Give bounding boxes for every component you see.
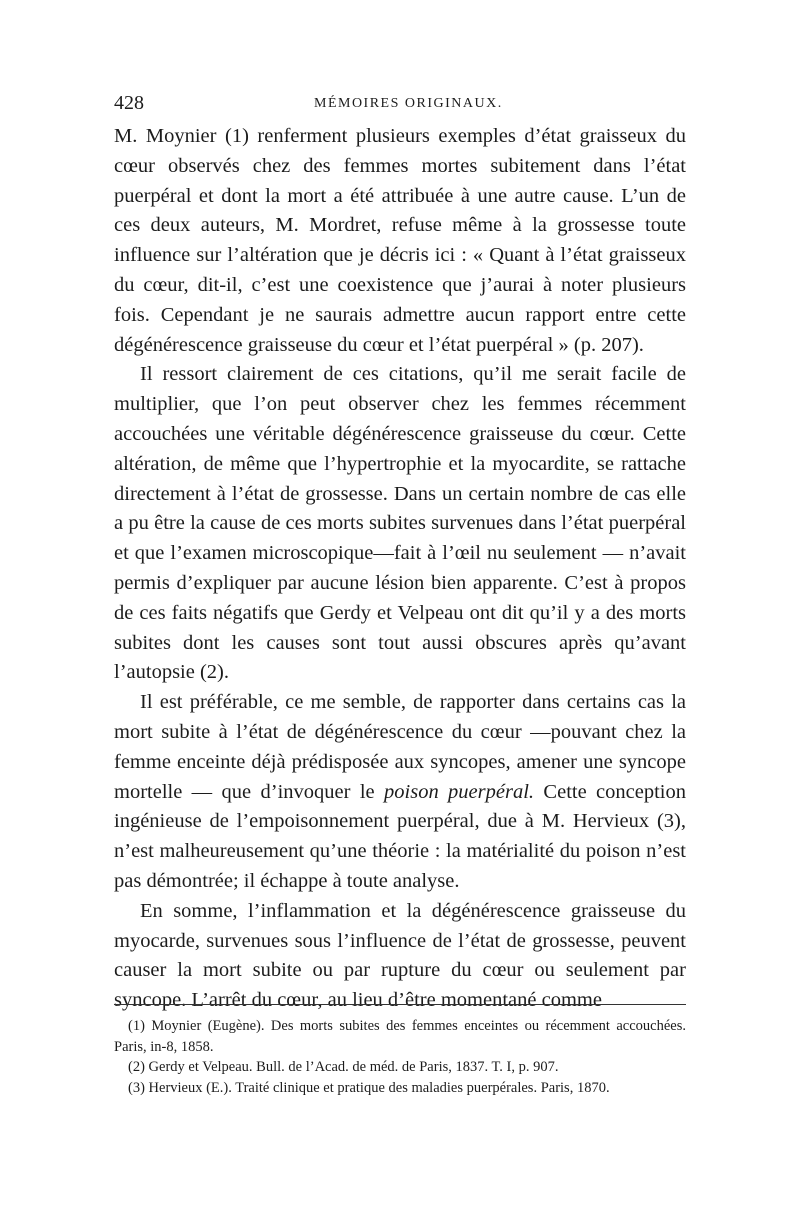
paragraph-text: Cette conception ingénieuse de l’empoisonnement puerpéral, due à M. Hervieux (3), n’est malheureusement qu’une théorie : la matérialité du poison n’est pas démontrée; il échappe à toute analyse. bbox=[114, 780, 686, 892]
footnote: (2) Gerdy et Velpeau. Bull. de l’Acad. de méd. de Paris, 1837. T. I, p. 907. bbox=[128, 1059, 559, 1075]
footnote: (3) Hervieux (E.). Traité clinique et pratique des maladies puerpérales. Paris, 1870. bbox=[128, 1079, 610, 1096]
footnote-divider bbox=[114, 1004, 686, 1005]
page-number: 428 bbox=[114, 92, 144, 114]
paragraph bbox=[114, 688, 686, 897]
paragraph: En somme, l’inflammation et la dégénérescence graisseuse du myocarde, survenues sous l’influence de l’état de grossesse, peuvent causer la mort subite ou par rupture du cœur ou seulement par syncope. L’arrêt du cœur, au lieu d’être momentané comme bbox=[114, 899, 686, 1012]
paragraph: Il ressort clairement de ces citations, qu’il me serait facile de multiplier, que l’on peut observer chez les femmes récemment accouchées une véritable dégénérescence graisseuse du cœur. Cette altération, de même que l’hypertrophie et la myocardite, se rattache directement à l’état de grossesse. Dans un certain nombre de cas elle a pu être la cause de ces morts subites survenues dans l’état puerpéral et que l’examen microscopique—fait à l’œil nu seulement — n’avait permis d’expliquer par aucune lésion bien apparente. C’est à propos de ces faits négatifs que Gerdy et Velpeau ont dit qu’il y a des morts subites dont les causes sont tout aussi obscures après qu’avant l’autopsie (2). bbox=[114, 363, 686, 684]
italic-term: poison puerpéral. bbox=[384, 780, 535, 803]
running-head bbox=[114, 92, 686, 116]
footnote: (1) Moynier (Eugène). Des morts subites des femmes enceintes ou récemment accouchées. Paris, in-8, 1858. bbox=[114, 1018, 686, 1055]
running-head-title: MÉMOIRES ORIGINAUX. bbox=[314, 96, 503, 111]
footnotes bbox=[114, 1016, 686, 1098]
paragraph-text: Il est préférable, ce me semble, de rapporter dans certains cas la mort subite à l’état de dégénérescence du cœur —pouvant chez la femme enceinte déjà prédisposée aux syncopes, amener une syncope mortelle — que d’invoquer le bbox=[114, 691, 686, 803]
paragraph: M. Moynier (1) renferment plusieurs exemples d’état graisseux du cœur observés chez des femmes mortes subitement dans l’état puerpéral et dont la mort a été attribuée à une autre cause. L’un de ces deux auteurs, M. Mordret, refuse même à la grossesse toute influence sur l’altération que je décris ici : « Quant à l’état graisseux du cœur, dit-il, c’est une coexistence que j’aurai à noter plusieurs fois. Cependant je ne saurais admettre aucun rapport entre cette dégénérescence graisseuse du cœur et l’état puerpéral » (p. 207). bbox=[114, 125, 686, 356]
body-text bbox=[114, 122, 686, 1016]
